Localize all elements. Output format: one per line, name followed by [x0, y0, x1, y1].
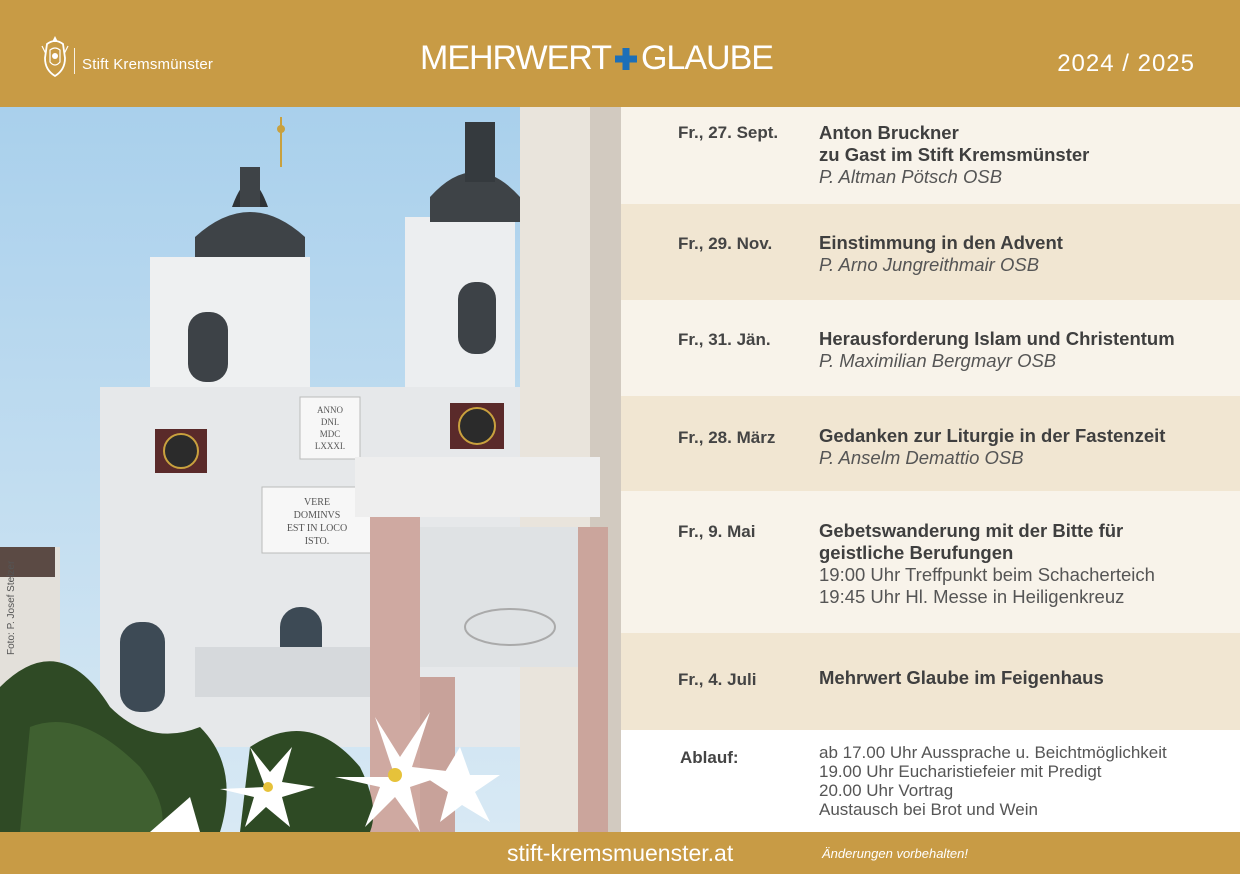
abbey-crest-icon [38, 34, 72, 78]
event-date: Fr., 9. Mai [678, 522, 756, 541]
event-row [621, 300, 1240, 396]
event-row [621, 633, 1240, 730]
event-details [819, 328, 1175, 372]
website-link[interactable]: stift-kremsmuenster.at [507, 840, 734, 866]
event-speaker: P. Arno Jungreithmair OSB [819, 254, 1040, 275]
inscription-line: VERE [303, 497, 331, 508]
inscription-line: DNI. [320, 417, 340, 427]
series-title [420, 38, 773, 78]
event-date: Fr., 28. März [678, 428, 776, 447]
footer-bar [0, 832, 1240, 874]
inscription-line: MDC [319, 429, 341, 439]
series-title-left: MEHRWERT [420, 38, 611, 77]
cross-icon [615, 48, 637, 70]
event-date: Fr., 27. Sept. [678, 123, 779, 142]
event-details [819, 122, 1089, 188]
event-schedule [621, 107, 1240, 832]
series-title-right: GLAUBE [640, 38, 773, 77]
disclaimer-note: Änderungen vorbehalten! [822, 846, 969, 861]
event-date: Fr., 31. Jän. [678, 330, 771, 349]
brand-name: Stift Kremsmünster [82, 56, 214, 73]
ablauf-item: 19.00 Uhr Eucharistiefeier mit Predigt [819, 762, 1102, 781]
event-row [621, 204, 1240, 300]
event-date: Fr., 29. Nov. [678, 234, 773, 253]
photo-credit: Foto: P. Josef Stelzer [6, 560, 17, 655]
event-title: geistliche Berufungen [819, 542, 1014, 563]
event-detail-line: 19:45 Uhr Hl. Messe in Heiligenkreuz [819, 586, 1125, 607]
event-row [621, 396, 1240, 491]
event-details [819, 232, 1063, 276]
ablauf-item: 20.00 Uhr Vortrag [819, 781, 954, 800]
ablauf-item: Austausch bei Brot und Wein [819, 800, 1038, 819]
event-detail-line: 19:00 Uhr Treffpunkt beim Schacherteich [819, 564, 1155, 585]
ablauf-list [819, 743, 1167, 819]
event-speaker: P. Maximilian Bergmayr OSB [819, 350, 1057, 371]
ablauf-label: Ablauf: [680, 748, 739, 767]
event-title: zu Gast im Stift Kremsmünster [819, 144, 1090, 165]
ablauf-row [621, 730, 1240, 832]
event-title: Gedanken zur Liturgie in der Fastenzeit [819, 425, 1166, 446]
event-title: Gebetswanderung mit der Bitte für [819, 520, 1124, 541]
event-title: Einstimmung in den Advent [819, 232, 1063, 253]
event-row [621, 491, 1240, 633]
event-title: Herausforderung Islam und Christentum [819, 328, 1175, 349]
season-year: 2024 / 2025 [1057, 50, 1195, 77]
inscription-line: DOMINVS [293, 510, 341, 521]
inscription-line: ANNO [317, 405, 343, 415]
ablauf-item: ab 17.00 Uhr Aussprache u. Beichtmöglichkeit [819, 743, 1167, 762]
header-bar [0, 0, 1240, 107]
event-title: Mehrwert Glaube im Feigenhaus [819, 667, 1104, 688]
abbey-church-photo [0, 107, 621, 832]
event-speaker: P. Anselm Demattio OSB [819, 447, 1024, 468]
church-illustration [0, 107, 621, 832]
inscription-line: LXXXI. [314, 441, 346, 451]
inscription-line: ISTO. [304, 536, 330, 547]
event-speaker: P. Altman Pötsch OSB [819, 166, 1003, 187]
event-date: Fr., 4. Juli [678, 670, 757, 689]
event-details [819, 425, 1165, 469]
event-details [819, 520, 1155, 608]
event-details [819, 667, 1104, 689]
event-title: Anton Bruckner [819, 122, 959, 143]
inscription-line: EST IN LOCO [286, 523, 348, 534]
logo-divider [74, 48, 75, 74]
event-row [621, 107, 1240, 204]
